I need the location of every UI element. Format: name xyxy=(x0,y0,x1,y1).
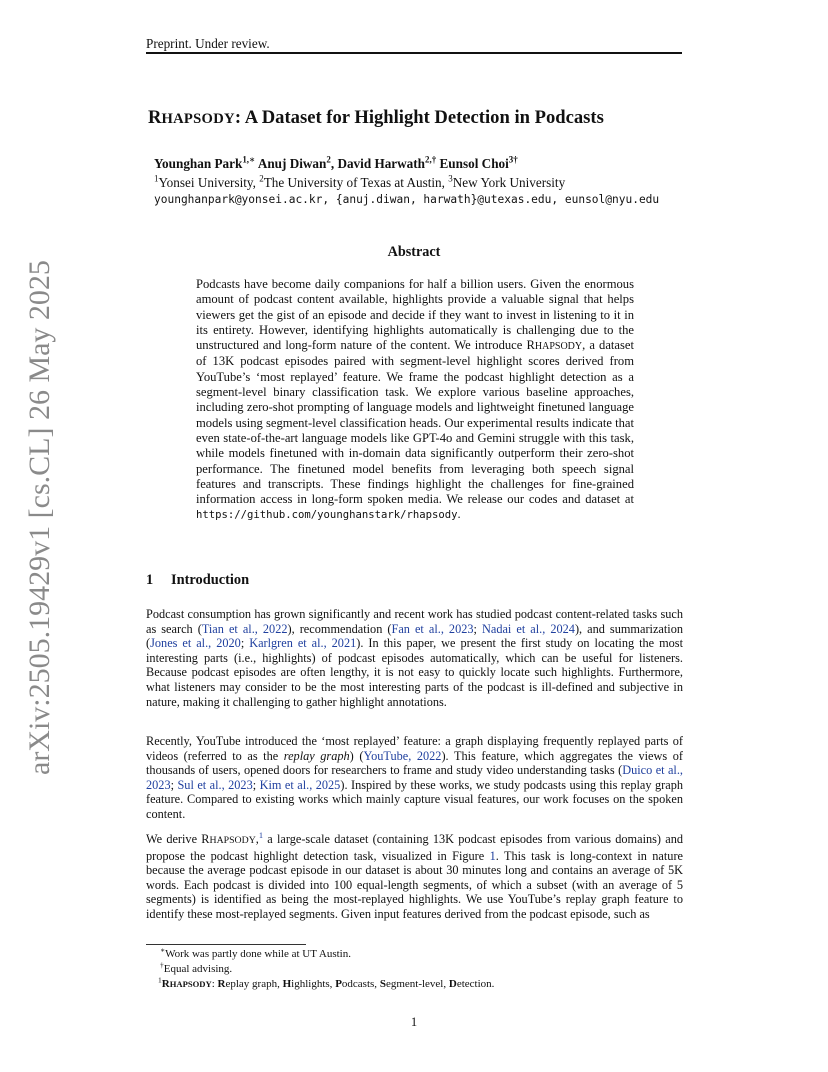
para-text: . This task is long-context in nature because the average podcast episode in our dataset is about 30 minutes long and contains an average of 5K words. Each podcast is divided into 100 equal-length segments, of which a subset (with an average of 5 segments) is identified as being the most-replayed highlights. We use YouTube’s replay graph feature to identify these most-replayed segments. Given input features derived from the podcast episode, such as xyxy=(146,848,684,921)
author-sup: 2,† xyxy=(425,154,437,165)
para-text: We derive xyxy=(146,832,202,846)
dataset-initial: R xyxy=(201,832,210,846)
acronym-letter: D xyxy=(448,978,457,991)
para-text: ), recommendation ( xyxy=(287,621,392,636)
citation-link[interactable]: YouTube, 2022 xyxy=(363,748,442,763)
section-number: 1 xyxy=(146,572,154,588)
para-text: a large-scale dataset (containing 13K podcast episodes from various domains) and propose the podcast highlight detection task, visualized in Figure xyxy=(146,832,684,863)
footnote-text: Equal advising. xyxy=(163,963,233,976)
citation-link[interactable]: Tian et al., 2022 xyxy=(201,621,288,636)
abstract-body xyxy=(196,277,634,524)
affil-text: New York University xyxy=(452,175,566,190)
para-text: ), and summarization ( xyxy=(146,621,684,651)
author-list: Younghan Park$^{1,∗}$ Anuj Diwan$^2$, David Harwath$^{2,\dagger}$ Eunsol Choi$^{3\dagger}$ xyxy=(154,154,518,171)
repo-link[interactable]: https://github.com/younghanstark/rhapsody xyxy=(196,509,458,522)
affil-sup: 2 xyxy=(259,173,264,184)
paragraph-2 xyxy=(146,734,683,822)
paragraph-1 xyxy=(146,607,683,709)
citation-link[interactable]: Karlgren et al., 2021 xyxy=(249,636,357,651)
paragraph-3: We derive RHAPSODY,$^1$ a large-scale dataset (containing 13K podcast episodes from various domains) and propose the podcast highlight detection task, visualized in Figure 1. This task is long-context in nature because the average podcast episode in our dataset is about 30 minutes long and contains an average of 5K words. Each podcast is divided into 100 equal-length segments, of which a subset (with an average of 5 segments) is identified as being the most-replayed highlights. We use YouTube’s replay graph feature to identify these most-replayed segments. Given input features derived from the podcast episode, such as xyxy=(146,830,684,921)
citation-link[interactable]: Nadai et al., 2024 xyxy=(481,621,575,636)
figure-link[interactable]: 1 xyxy=(489,848,496,863)
title-small-caps: HAPSODY xyxy=(161,111,235,127)
para-text: ; xyxy=(252,777,260,792)
footnote-3 xyxy=(158,977,494,992)
abstract-text: . xyxy=(457,507,461,522)
footnote-link[interactable]: 1 xyxy=(258,830,264,840)
citation-link[interactable]: Jones et al., 2020 xyxy=(150,636,241,651)
citation-link[interactable]: Sul et al., 2023 xyxy=(177,777,253,792)
email-list: younghanpark@yonsei.ac.kr, {anuj.diwan, harwath}@utexas.edu, eunsol@nyu.edu xyxy=(154,193,660,206)
acronym-letter: R xyxy=(217,978,226,991)
para-text: Podcast consumption has grown significantly and recent work has studied podcast content-related tasks such as search ( xyxy=(146,607,683,636)
citation-link[interactable]: Kim et al., 2025 xyxy=(259,777,341,792)
author-name: David Harwath xyxy=(337,156,425,171)
para-text: ; xyxy=(473,621,482,636)
emphasis-text: replay graph xyxy=(283,748,350,763)
footnotes xyxy=(160,947,494,993)
footnote-dataset-initial: R xyxy=(161,978,170,991)
para-text: ; xyxy=(240,636,250,651)
abstract-text: Podcasts have become daily companions for half a billion users. Given the enormous amount of podcast content available, highlights provide a valuable signal that helps viewers get the gist of an episode and decide if they want to invest in listening to it in its entirety. However, identifying highlights automatically is challenging due to the unstructured and long-form nature of the content. We introduce xyxy=(196,277,634,353)
section-heading xyxy=(146,572,249,589)
para-text: ) ( xyxy=(349,748,364,763)
affil-text: Yonsei University, xyxy=(158,175,260,190)
para-text: ). In this paper, we present the first study on locating the most interesting parts (i.e., highlights) of podcast episodes automatically, which can be useful for listeners. Because podcast episodes are often lengthy, it is not easy to quickly locate such highlights. Furthermore, what listeners may consider to be the most interesting parts of the podcast is ill-defined and subjective in nature, making it challenging to gather highlight annotations. xyxy=(146,636,683,709)
footnote-text: etection. xyxy=(456,978,495,991)
para-text: Recently, YouTube introduced the ‘most replayed’ feature: a graph displaying frequently replayed parts of videos (referred to as the xyxy=(146,734,683,763)
footnote-text: Work was partly done while at UT Austin. xyxy=(165,948,351,960)
footnote-mark: † xyxy=(160,960,164,970)
acronym-letter: S xyxy=(379,978,386,991)
acronym-letter: H xyxy=(282,978,292,991)
author-sup: 1,∗ xyxy=(242,154,256,165)
footnote-1 xyxy=(160,947,494,962)
para-text: ). Inspired by these works, we study podcasts using this replay graph feature. Compared to existing works which mainly capture visual features, our work focuses on the spoken content. xyxy=(146,777,683,821)
affiliations xyxy=(154,175,565,191)
dataset-small-caps: HAPSODY xyxy=(209,835,256,846)
para-text: ; xyxy=(170,777,178,792)
citation-link[interactable]: Fan et al., 2023 xyxy=(391,621,474,636)
footnote-text: : xyxy=(211,978,218,991)
header-rule xyxy=(146,52,682,54)
section-title: Introduction xyxy=(171,572,250,588)
running-header: Preprint. Under review. xyxy=(146,36,270,51)
footnote-dataset-small-caps: HAPSODY xyxy=(169,979,212,990)
footnote-text: odcasts, xyxy=(341,978,380,991)
title-rest: : A Dataset for Highlight Detection in Podcasts xyxy=(234,107,604,128)
acronym-letter: P xyxy=(335,978,342,991)
abstract-heading: Abstract xyxy=(387,244,441,260)
footnote-rule xyxy=(146,944,306,945)
para-text: ). This feature, which aggregates the views of thousands of users, opened doors for researchers to frame and study video understanding tasks ( xyxy=(146,748,683,778)
footnote-mark: 1 xyxy=(158,975,162,985)
affil-sup: 1 xyxy=(154,173,159,184)
footnote-mark: ∗ xyxy=(160,945,166,955)
author-sup: 3† xyxy=(508,154,518,165)
page-number: 1 xyxy=(410,1015,418,1029)
footnote-text: egment-level, xyxy=(385,978,449,991)
paper-title xyxy=(146,107,684,129)
author-name: Younghan Park xyxy=(154,156,243,171)
footnote-2 xyxy=(160,962,494,977)
footnote-text: eplay graph, xyxy=(225,978,283,991)
footnote-text: ighlights, xyxy=(291,978,336,991)
affil-sup: 3 xyxy=(448,173,453,184)
author-sup: 2 xyxy=(326,154,331,165)
author-name: Anuj Diwan xyxy=(257,156,327,171)
author-name: Eunsol Choi xyxy=(439,156,509,171)
title-initial: R xyxy=(148,107,162,128)
abstract-text: , a dataset of 13K podcast episodes paired with segment-level highlight scores derived from YouTube’s ‘most replayed’ feature. We frame the podcast highlight detection as a segment-level binary classification task. We explore various baseline approaches, including zero-shot prompting of language models and lightweight finetuned language models using segment-level classification heads. Our experimental results indicate that even state-of-the-art language models like GPT-4o and Gemini struggle with this task, while models finetuned with in-domain data significantly outperform their zero-shot performance. The finetuned model benefits from leveraging both speech signal features and transcripts. These findings highlight the challenges for fine-grained information access in long-form spoken media. We release our codes and dataset at xyxy=(196,338,635,507)
abstract-dataset-small-caps: HAPSODY xyxy=(534,341,583,353)
affil-text: The University of Texas at Austin, xyxy=(263,175,449,190)
citation-link[interactable]: Duico et al., 2023 xyxy=(146,763,683,792)
abstract-dataset-initial: R xyxy=(526,338,535,353)
arxiv-stamp: arXiv:2505.19429v1 [cs.CL] 26 May 2025 xyxy=(23,260,56,775)
